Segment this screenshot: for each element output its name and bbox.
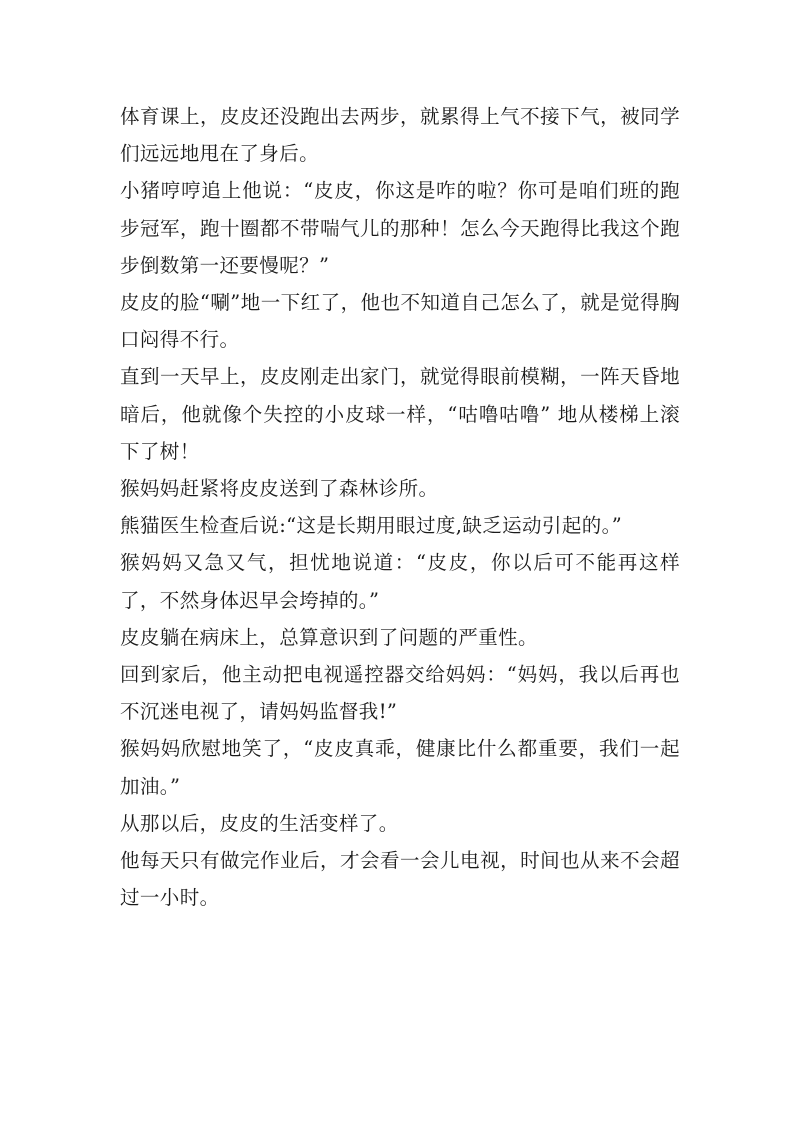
paragraph-2: 小猪哼哼追上他说：“皮皮，你这是咋的啦？你可是咱们班的跑步冠军，跑十圈都不带喘气儿的那种！怎么今天跑得比我这个跑步倒数第一还要慢呢？” [120,179,680,277]
paragraph-12: 他每天只有做完作业后，才会看一会儿电视，时间也从来不会超过一小时。 [120,849,680,910]
paragraph-8: 皮皮躺在病床上，总算意识到了问题的严重性。 [120,625,538,649]
paragraph-11: 从那以后，皮皮的生活变样了。 [120,811,399,835]
paragraph-10: 猴妈妈欣慰地笑了，“皮皮真乖，健康比什么都重要，我们一起加油。” [120,737,680,798]
paragraph-6: 熊猫医生检查后说:“这是长期用眼过度,缺乏运动引起的。” [120,514,623,538]
paragraph-1: 体育课上，皮皮还没跑出去两步，就累得上气不接下气，被同学们远远地甩在了身后。 [120,105,680,166]
paragraph-4: 直到一天早上，皮皮刚走出家门，就觉得眼前模糊，一阵天昏地暗后，他就像个失控的小皮球一样，“咕噜咕噜” 地从楼梯上滚下了树！ [120,365,680,463]
paragraph-5: 猴妈妈赶紧将皮皮送到了森林诊所。 [120,477,439,501]
story-body [120,98,680,916]
paragraph-9: 回到家后，他主动把电视遥控器交给妈妈：“妈妈，我以后再也不沉迷电视了，请妈妈监督我!” [120,663,680,724]
paragraph-3: 皮皮的脸“唰”地一下红了，他也不知道自己怎么了，就是觉得胸口闷得不行。 [120,291,680,352]
paragraph-7: 猴妈妈又急又气，担忧地说道：“皮皮，你以后可不能再这样了，不然身体迟早会垮掉的。” [120,551,680,612]
